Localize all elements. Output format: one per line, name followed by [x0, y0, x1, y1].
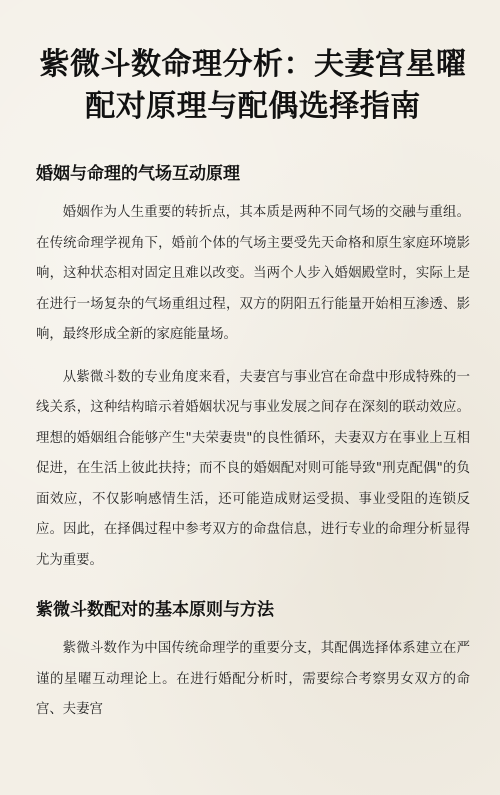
section-heading-ziwei-matching: 紫微斗数配对的基本原则与方法: [36, 600, 274, 620]
section-heading-marriage-qi: 婚姻与命理的气场互动原理: [36, 164, 240, 184]
paragraph: 从紫微斗数的专业角度来看，夫妻宫与事业宫在命盘中形成特殊的一线关系，这种结构暗示着婚姻状况与事业发展之间存在深刻的联动效应。理想的婚姻组合能够产生"夫荣妻贵"的良性循环，夫妻双方在事业上互相促进，在生活上彼此扶持；而不良的婚姻配对则可能导致"刑克配偶"的负面效应，不仅影响感情生活，还可能造成财运受损、事业受阻的连锁反应。因此，在择偶过程中参考双方的命盘信息，进行专业的命理分析显得尤为重要。: [36, 369, 470, 568]
article-title: 紫微斗数命理分析：夫妻宫星曜配对原理与配偶选择指南: [39, 47, 467, 124]
paragraph: 婚姻作为人生重要的转折点，其本质是两种不同气场的交融与重组。在传统命理学视角下，婚前个体的气场主要受先天命格和原生家庭环境影响，这种状态相对固定且难以改变。当两个人步入婚姻殿堂时，实际上是在进行一场复杂的气场重组过程，双方的阴阳五行能量开始相互渗透、影响，最终形成全新的家庭能量场。: [36, 205, 470, 342]
paragraph: 紫微斗数作为中国传统命理学的重要分支，其配偶选择体系建立在严谨的星曜互动理论上。在进行婚配分析时，需要综合考察男女双方的命宫、夫妻宫: [36, 641, 470, 717]
